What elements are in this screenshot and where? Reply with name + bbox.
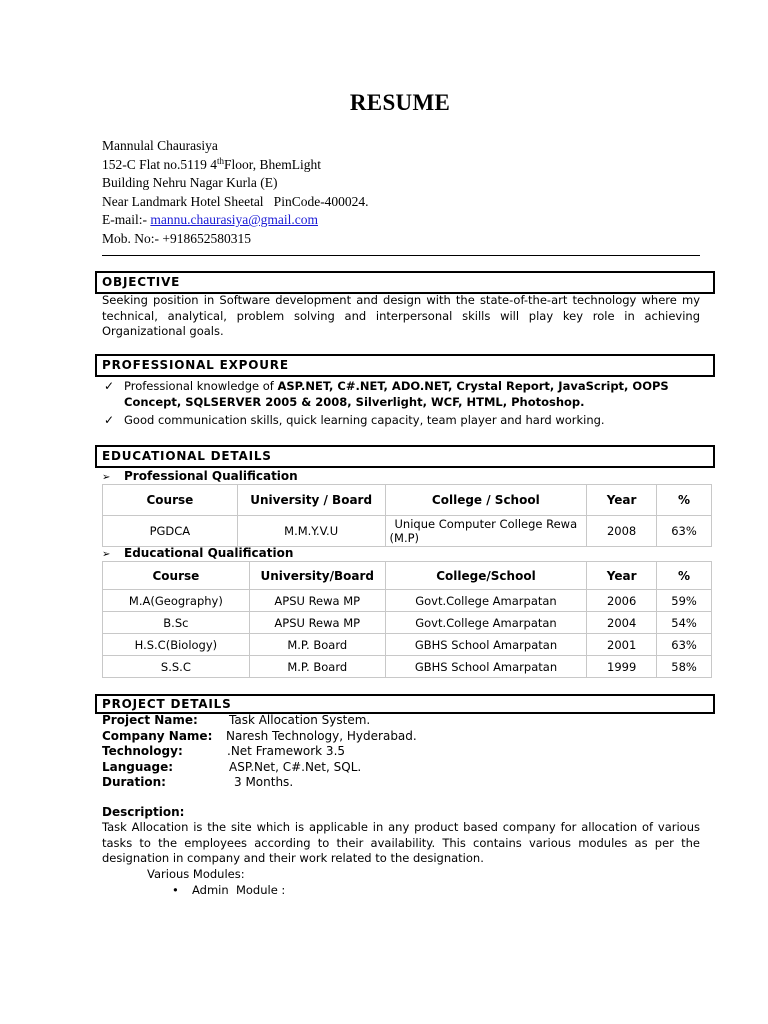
company-value: Naresh Technology, Hyderabad. — [226, 728, 417, 743]
technology-label: Technology: — [102, 744, 183, 758]
table-row — [103, 612, 712, 634]
column-header: Year — [587, 562, 657, 590]
technology-row — [102, 744, 346, 760]
skills-intro: Professional knowledge of — [124, 379, 278, 393]
table-cell: 63% — [657, 516, 712, 547]
table-cell: M.P. Board — [249, 634, 385, 656]
project-name-row — [102, 713, 371, 729]
professional-heading: PROFESSIONAL EXPOURE — [95, 354, 715, 377]
table-cell: Govt.College Amarpatan — [385, 590, 587, 612]
professional-list — [102, 378, 702, 430]
header-divider — [102, 255, 700, 256]
arrow-bullet-icon: ➢ — [102, 472, 111, 483]
contact-address-line2: Building Nehru Nagar Kurla (E) — [102, 175, 278, 190]
education-heading: EDUCATIONAL DETAILS — [95, 445, 715, 468]
table-cell: 1999 — [587, 656, 657, 678]
modules-block — [147, 866, 286, 898]
technology-value: .Net Framework 3.5 — [227, 744, 346, 758]
duration-label: Duration: — [102, 775, 166, 789]
language-row — [102, 759, 362, 776]
duration-row — [102, 775, 294, 791]
description-label: Description: — [102, 805, 185, 819]
email-label: E-mail:- — [102, 212, 151, 227]
description-text: Task Allocation is the site which is applicable in any product based company for allocation of various tasks to the employees according to their availability. This contains various modules as per the designation in company and their work related to the designation. — [102, 820, 700, 865]
table-cell: B.Sc — [103, 612, 250, 634]
address-floor: Floor, BhemLight — [224, 156, 321, 172]
sub-heading-label: Educational Qualification — [124, 546, 294, 560]
table-cell: 58% — [657, 656, 712, 678]
module-name: Admin Module : — [192, 883, 286, 897]
table-cell: Govt.College Amarpatan — [385, 612, 587, 634]
contact-address-line1 — [102, 156, 369, 175]
email-link[interactable]: mannu.chaurasiya@gmail.com — [150, 212, 318, 227]
list-item — [102, 378, 702, 410]
column-header: College/School — [385, 562, 587, 590]
table-cell: 2006 — [587, 590, 657, 612]
table-cell: Unique Computer College Rewa (M.P) — [385, 516, 587, 547]
modules-label: Various Modules: — [147, 867, 245, 881]
table-cell: 54% — [657, 612, 712, 634]
arrow-bullet-icon: ➢ — [102, 549, 111, 560]
table-cell: H.S.C(Biology) — [103, 634, 250, 656]
table-cell: APSU Rewa MP — [249, 612, 385, 634]
column-header: Course — [103, 485, 238, 516]
table-cell: S.S.C — [103, 656, 250, 678]
address-flat: 152-C Flat no.5119 4 — [102, 156, 218, 172]
educational-qualification-table — [102, 561, 712, 678]
table-cell: M.A(Geography) — [103, 590, 250, 612]
contact-mobile: Mob. No:- +918652580315 — [102, 230, 251, 246]
table-cell: APSU Rewa MP — [249, 590, 385, 612]
company-row — [102, 728, 417, 745]
column-header: % — [657, 562, 712, 590]
soft-skills: Good communication skills, quick learning capacity, team player and hard working. — [124, 413, 605, 427]
skills-list: ASP.NET, C#.NET, ADO.NET, Crystal Report, JavaScript, OOPS Concept, SQLSERVER 2005 & 2008, Silverlight, WCF, HTML, Photoshop. — [124, 379, 669, 409]
table-cell: GBHS School Amarpatan — [385, 656, 587, 678]
table-cell: 2001 — [587, 634, 657, 656]
table-header-row — [103, 562, 712, 590]
company-label: Company Name: — [102, 728, 213, 743]
checkmark-icon: ✓ — [104, 379, 115, 393]
table-row — [103, 634, 712, 656]
language-label: Language: — [102, 759, 174, 774]
bullet-icon: • — [172, 883, 179, 897]
project-details — [102, 713, 417, 791]
contact-address-line3: Near Landmark Hotel Sheetal PinCode-400024. — [102, 193, 369, 209]
professional-qualification-table — [102, 484, 712, 547]
list-item — [102, 412, 702, 428]
table-cell: GBHS School Amarpatan — [385, 634, 587, 656]
contact-block — [102, 137, 369, 248]
table-cell: 2004 — [587, 612, 657, 634]
column-header: College / School — [385, 485, 587, 516]
contact-name: Mannulal Chaurasiya — [102, 138, 218, 153]
professional-qualification-heading — [102, 469, 298, 483]
list-item — [172, 882, 285, 898]
language-value: ASP.Net, C#.Net, SQL. — [229, 759, 362, 774]
table-cell: 63% — [657, 634, 712, 656]
table-row — [103, 516, 712, 547]
project-name-value: Task Allocation System. — [229, 713, 371, 727]
table-row — [103, 590, 712, 612]
page-title: RESUME — [349, 90, 451, 115]
table-header-row — [103, 485, 712, 516]
table-cell: M.P. Board — [249, 656, 385, 678]
contact-email-line — [102, 211, 369, 230]
column-header: % — [657, 485, 712, 516]
column-header: University / Board — [237, 485, 385, 516]
objective-heading: OBJECTIVE — [95, 271, 715, 294]
checkmark-icon: ✓ — [104, 413, 115, 427]
column-header: Year — [587, 485, 657, 516]
sub-heading-label: Professional Qualification — [124, 469, 298, 483]
educational-qualification-heading — [102, 546, 293, 560]
column-header: Course — [103, 562, 250, 590]
table-cell: PGDCA — [103, 516, 238, 547]
column-header: University/Board — [249, 562, 385, 590]
project-name-label: Project Name: — [102, 713, 198, 727]
duration-value: 3 Months. — [234, 775, 294, 789]
objective-text: Seeking position in Software development and design with the state-of-the-art technology where my technical, analytical, problem solving and interpersonal skills will play key role in achieving Organizational goals. — [102, 293, 700, 338]
table-cell: 2008 — [587, 516, 657, 547]
project-heading: PROJECT DETAILS — [95, 694, 715, 714]
table-row — [103, 656, 712, 678]
ordinal-suffix: th — [217, 155, 225, 166]
table-cell: 59% — [657, 590, 712, 612]
table-cell: M.M.Y.V.U — [237, 516, 385, 547]
